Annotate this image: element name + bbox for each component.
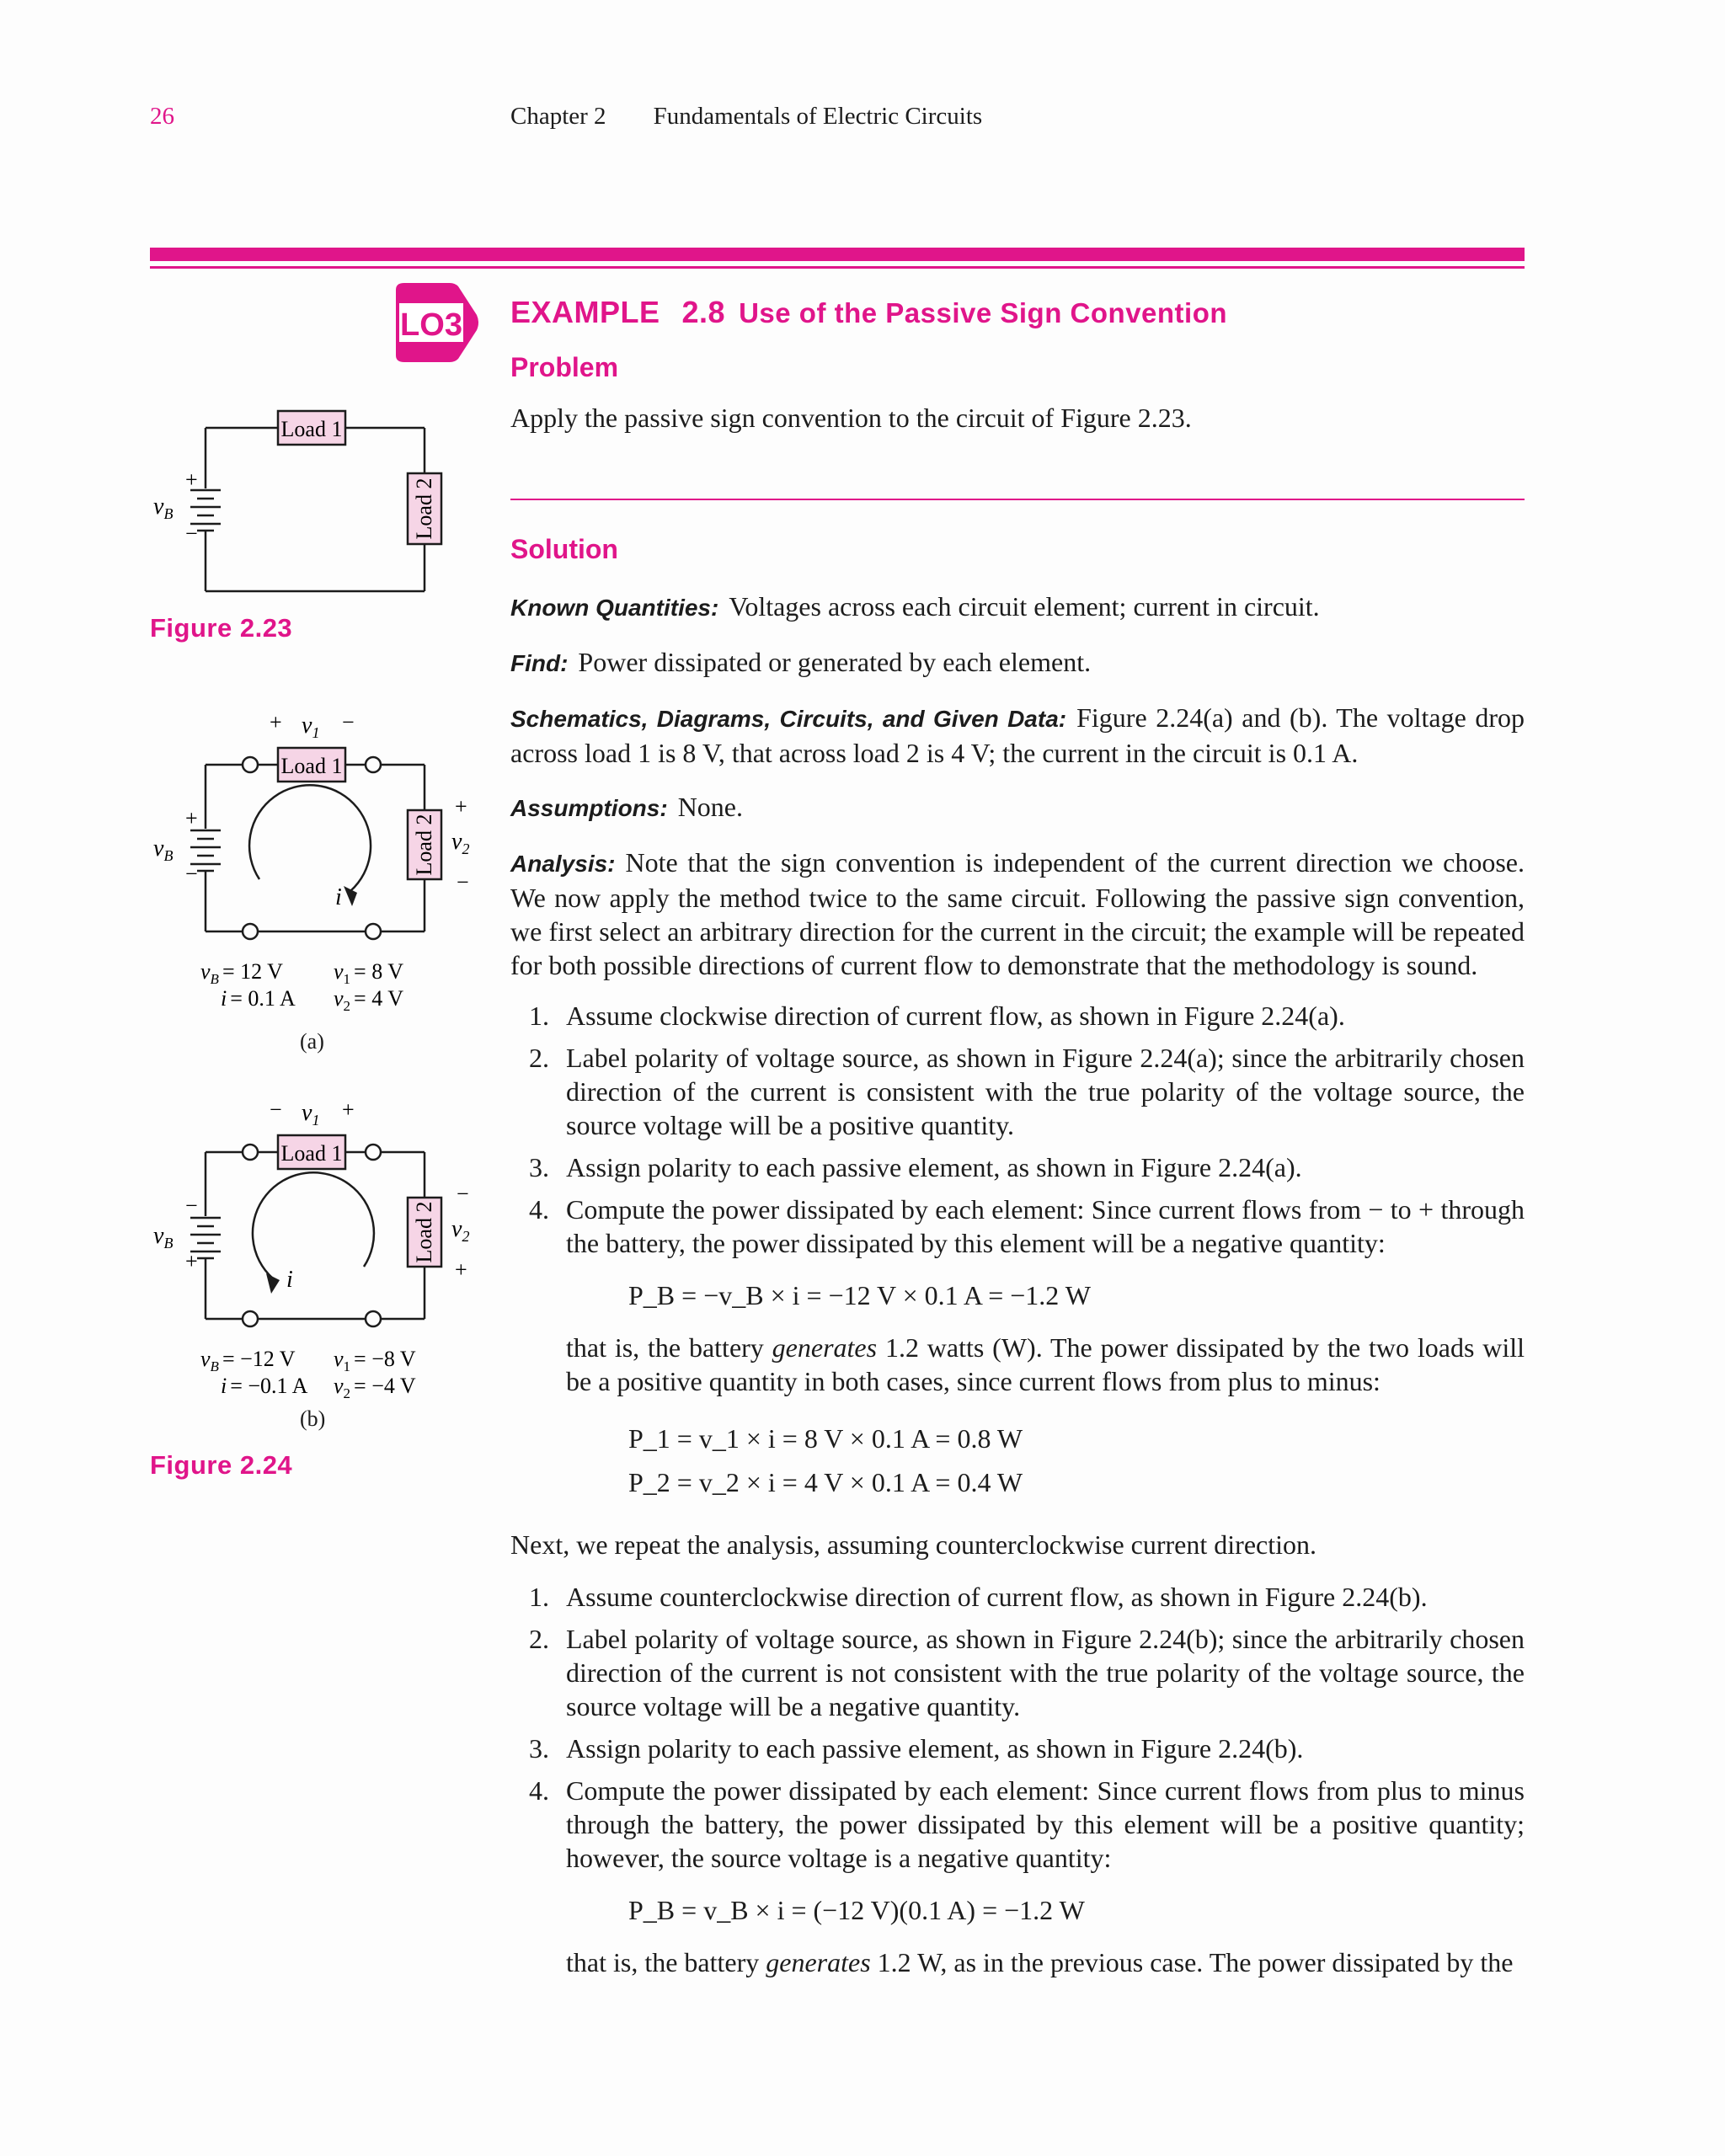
svg-text:v2= 4 V: $v_2 = 4$ V	[334, 986, 404, 1014]
generates-b-para: that is, the battery generates 1.2 W, as in the previous case. The power dissipated by the	[566, 1947, 1514, 1977]
svg-text:+: +	[455, 794, 467, 819]
svg-text:i: i	[335, 884, 342, 910]
svg-text:+: +	[185, 1249, 198, 1273]
assumptions	[510, 790, 1525, 825]
svg-text:v2: $v_2$	[451, 829, 470, 857]
list-item: 3. Assign polarity to each passive element, as shown in Figure 2.24(a).	[529, 1152, 1302, 1182]
equation-p2: P_2 = v_2 × i = 4 V × 0.1 A = 0.4 W	[628, 1467, 1023, 1497]
problem-text: Apply the passive sign convention to the circuit of Figure 2.23.	[510, 403, 1192, 433]
load-1-label: Load 1	[280, 754, 343, 778]
svg-text:−: −	[185, 862, 198, 886]
solution-body	[510, 590, 1525, 1979]
svg-text:−: −	[457, 1182, 469, 1206]
equation-pb-b: P_B = v_B × i = (−12 V)(0.1 A) = −1.2 W	[628, 1895, 1085, 1925]
known-text: Voltages across each circuit element; current in circuit.	[729, 591, 1320, 622]
known-quantities	[510, 590, 1525, 625]
svg-text:−: −	[185, 521, 198, 546]
assume-label: Assumptions:	[510, 795, 668, 821]
header-rule-thin	[150, 266, 1525, 269]
find-label: Find:	[510, 650, 569, 676]
figure-2-24a-label: (a)	[300, 1029, 324, 1054]
svg-text:v1: $v_1$	[302, 1100, 320, 1129]
list-item: 2. Label polarity of voltage source, as shown in Figure 2.24(a); since the arbitrarily chosen direction of the current is consistent with the true polarity of the voltage source, the source voltage will be a positive quantity.	[529, 1043, 1525, 1140]
svg-text:i: i	[286, 1267, 293, 1293]
svg-text:v1= −8 V: $v_1 = -8$ V	[334, 1347, 416, 1374]
load-2-label: Load 2	[412, 814, 436, 876]
figure-2-23-circuit	[143, 396, 497, 598]
svg-text:vB= 12 V: $v_B = 12$ V	[200, 959, 283, 987]
chapter-title: Fundamentals of Electric Circuits	[653, 103, 983, 130]
example-subtitle: Use of the Passive Sign Convention	[739, 297, 1228, 328]
header-rule-thick	[150, 248, 1525, 261]
problem-heading: Problem	[510, 352, 619, 382]
analysis	[510, 846, 1525, 982]
svg-text:vB: $v_B$	[153, 1223, 174, 1251]
svg-text:+: +	[185, 467, 198, 492]
example-number: 2.8	[681, 295, 726, 329]
list-item: 1. Assume clockwise direction of current flow, as shown in Figure 2.24(a).	[529, 1001, 1345, 1031]
lo3-badge-text: LO3	[400, 307, 462, 343]
analysis-text: Note that the sign convention is independent of the current direction we choose. We now apply the method twice to the same circuit. Following the passive sign convention, we first select an arbitrary direction for the current in the circuit; the example will be repeated for both possible directions of current flow to demonstrate that the methodology is sound.	[510, 847, 1525, 980]
svg-text:−: −	[457, 870, 469, 894]
equation-pb-a: P_B = −v_B × i = −12 V × 0.1 A = −1.2 W	[628, 1280, 1091, 1310]
svg-text:v2: $v_2$	[451, 1216, 470, 1245]
generates-a-para: that is, the battery generates 1.2 watts (W). The power dissipated by the two loads will be a positive quantity in both cases, since current flows from plus to minus:	[566, 1332, 1525, 1396]
page-number: 26	[150, 103, 174, 130]
svg-text:+: +	[185, 806, 198, 830]
list-item: 2. Label polarity of voltage source, as shown in Figure 2.24(b); since the arbitrarily chosen direction of the current is not consistent with the true polarity of the voltage source, the source voltage will be a negative quantity.	[529, 1624, 1525, 1721]
find	[510, 645, 1525, 680]
section-separator	[510, 499, 1525, 500]
figure-2-24b-circuit	[143, 1091, 497, 1412]
example-label: EXAMPLE	[510, 295, 660, 329]
svg-text:+: +	[342, 1097, 355, 1122]
svg-text:v1= 8 V: $v_1 = 8$ V	[334, 959, 404, 987]
running-header	[510, 103, 982, 131]
chapter-label: Chapter 2	[510, 103, 606, 130]
svg-text:vB= −12 V: $v_B = -12$ V	[200, 1347, 296, 1374]
figure-2-24b-label: (b)	[300, 1406, 326, 1431]
equation-p1: P_1 = v_1 × i = 8 V × 0.1 A = 0.8 W	[628, 1423, 1023, 1454]
schem-text: Figure 2.24(a) and (b). The voltage drop across load 1 is 8 V, that across load 2 is 4 V; the current in the circuit is 0.1 A.	[510, 702, 1525, 768]
svg-text:vB: $v_B$	[153, 494, 174, 522]
svg-text:v2= −4 V: $v_2 = -4$ V	[334, 1374, 416, 1401]
list-item: 3. Assign polarity to each passive element, as shown in Figure 2.24(b).	[529, 1733, 1304, 1764]
load-2-label: Load 2	[412, 1201, 436, 1263]
lo3-badge-icon	[389, 281, 480, 364]
svg-text:vB: $v_B$	[153, 835, 174, 864]
list-item: 1. Assume counterclockwise direction of current flow, as shown in Figure 2.24(b).	[529, 1582, 1428, 1612]
figure-2-24a-circuit	[143, 704, 497, 1033]
steps-list-b	[510, 1580, 1525, 1875]
svg-text:v1: $v_1$	[302, 712, 320, 741]
svg-text:−: −	[342, 710, 355, 734]
svg-text:i= −0.1 A: i = −0.1 A	[221, 1374, 308, 1398]
analysis-label: Analysis:	[510, 851, 616, 877]
known-label: Known Quantities:	[510, 595, 719, 621]
assume-text: None.	[677, 792, 743, 822]
figure-2-23-caption: Figure 2.23	[150, 613, 293, 643]
svg-text:−: −	[270, 1097, 282, 1122]
counterclockwise-current-arrow	[253, 1172, 374, 1278]
load-2-label: Load 2	[412, 478, 436, 540]
schematics	[510, 701, 1525, 770]
solution-heading: Solution	[510, 534, 618, 564]
list-item: 4. Compute the power dissipated by each element: Since current flows from plus to minus through the battery, the power dissipated by this element will be a positive quantity; however, the source voltage is a negative quantity:	[529, 1775, 1525, 1873]
example-title	[510, 295, 1227, 330]
load-1-label: Load 1	[280, 1141, 343, 1166]
find-text: Power dissipated or generated by each element.	[578, 647, 1092, 677]
figure-2-24-caption: Figure 2.24	[150, 1450, 293, 1480]
svg-text:+: +	[455, 1257, 467, 1282]
load-1-label: Load 1	[280, 417, 343, 441]
list-item: 4. Compute the power dissipated by each element: Since current flows from − to + through the battery, the power dissipated by this element will be a negative quantity:	[529, 1194, 1525, 1258]
clockwise-current-arrow	[249, 785, 371, 891]
svg-text:−: −	[185, 1193, 198, 1218]
next-text: Next, we repeat the analysis, assuming counterclockwise current direction.	[510, 1529, 1316, 1560]
steps-list-a	[510, 999, 1525, 1260]
svg-text:i= 0.1 A: i = 0.1 A	[221, 986, 296, 1011]
schem-label: Schematics, Diagrams, Circuits, and Given Data:	[510, 706, 1067, 732]
svg-text:+: +	[270, 710, 282, 734]
